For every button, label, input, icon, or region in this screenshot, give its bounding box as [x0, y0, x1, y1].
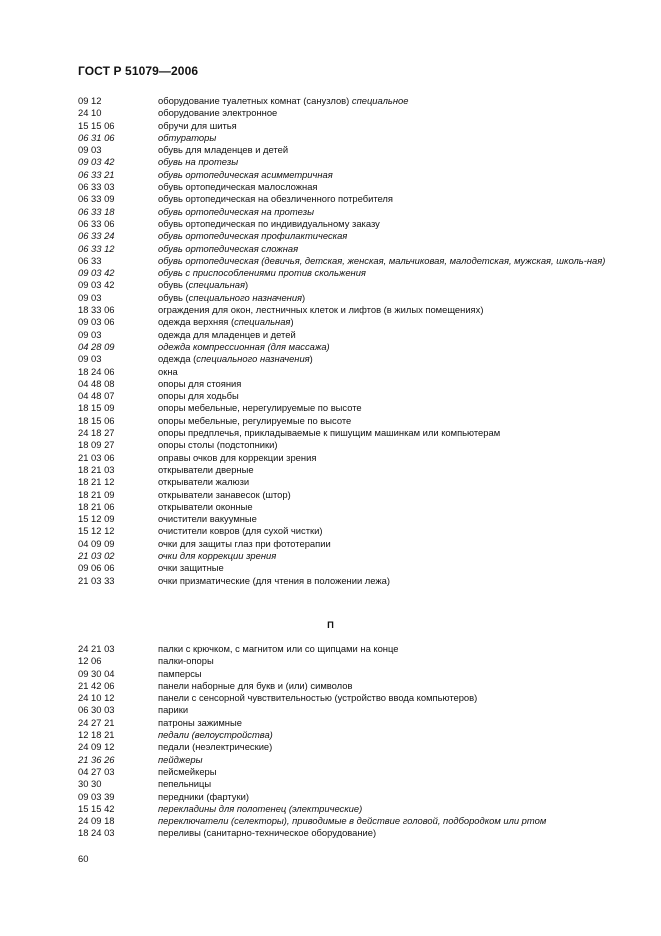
entry-term	[158, 415, 623, 427]
entry-code: 06 33 03	[78, 181, 115, 193]
entry-term	[158, 304, 623, 316]
index-entry	[78, 206, 623, 218]
entry-term-text: панели наборные для букв и (или) символов	[158, 679, 353, 691]
entry-term-text: панели с сенсорной чувствительностью (устройство ввода компьютеров)	[158, 692, 478, 704]
entry-code: 09 12	[78, 95, 102, 106]
entry-term-text: опоры мебельные, нерегулируемые по высоте	[158, 402, 362, 414]
index-list-o	[78, 95, 623, 587]
entry-term	[158, 218, 623, 230]
entry-term	[158, 815, 623, 827]
index-entry	[78, 415, 623, 427]
entry-code: 04 48 07	[78, 390, 115, 402]
entry-term	[158, 366, 623, 378]
entry-term	[158, 107, 623, 119]
entry-term-text: )	[309, 353, 313, 365]
entry-term	[158, 692, 623, 704]
index-entry	[78, 501, 623, 513]
entry-term	[158, 402, 623, 414]
entry-term	[158, 427, 623, 439]
entry-term	[158, 476, 623, 488]
index-entry	[78, 575, 623, 587]
index-entry	[78, 464, 623, 476]
entry-term	[158, 206, 623, 218]
entry-term-text: окна	[158, 365, 178, 377]
entry-term-text: специальная	[188, 279, 245, 291]
entry-term-text: )	[290, 316, 294, 328]
entry-term-text: обувь (	[158, 279, 189, 291]
document-header: ГОСТ Р 51079—2006	[78, 64, 199, 78]
entry-term	[158, 489, 623, 501]
entry-term-text: парики	[158, 704, 189, 716]
index-entry	[78, 427, 623, 439]
index-entry	[78, 680, 623, 692]
entry-term-text: очки защитные	[158, 562, 224, 574]
entry-code: 09 03	[78, 328, 102, 340]
entry-term-text: одежда для младенцев и детей	[158, 328, 296, 340]
entry-term-text: специальное	[351, 95, 409, 106]
entry-term-text: педали (неэлектрические)	[158, 741, 273, 753]
entry-term	[158, 680, 623, 692]
entry-code: 04 27 03	[78, 765, 115, 777]
entry-term-text: перекладины для полотенец (электрические)	[158, 802, 363, 814]
index-entry	[78, 778, 623, 790]
entry-code: 06 33 18	[78, 205, 115, 217]
index-entry	[78, 741, 623, 753]
entry-term	[158, 827, 623, 839]
entry-term-text: обувь ортопедическая сложная	[158, 242, 299, 254]
entry-code: 18 33 06	[78, 304, 115, 316]
entry-code: 21 42 06	[78, 679, 115, 691]
entry-code: 09 03 39	[78, 790, 115, 802]
entry-term	[158, 230, 623, 242]
entry-term-text: оправы очков для коррекции зрения	[158, 451, 317, 463]
entry-term-text: очки призматические (для чтения в положении лежа)	[158, 574, 390, 586]
entry-term-text: одежда компрессионная (для массажа)	[158, 340, 330, 352]
index-entry	[78, 439, 623, 451]
index-entry	[78, 95, 623, 107]
index-entry	[78, 316, 623, 328]
index-entry	[78, 156, 623, 168]
entry-term-text: специального назначения	[196, 353, 310, 365]
entry-term-text: опоры столы (подстопники)	[158, 439, 278, 451]
entry-code: 06 31 06	[78, 131, 115, 143]
entry-term	[158, 169, 623, 181]
index-entry	[78, 230, 623, 242]
entry-term	[158, 643, 623, 655]
entry-code: 04 09 09	[78, 537, 115, 549]
entry-term-text: ограждения для окон, лестничных клеток и лифтов (в жилых помещениях)	[158, 304, 484, 316]
entry-code: 18 15 06	[78, 414, 115, 426]
index-entry	[78, 655, 623, 667]
index-entry	[78, 803, 623, 815]
entry-code: 06 33 21	[78, 168, 115, 180]
index-entry	[78, 304, 623, 316]
index-entry	[78, 267, 623, 279]
index-entry	[78, 353, 623, 365]
entry-code: 09 03 06	[78, 316, 115, 328]
entry-code: 15 15 42	[78, 802, 115, 814]
entry-term-text: обувь ортопедическая профилактическая	[158, 230, 348, 242]
index-entry	[78, 390, 623, 402]
entry-term	[158, 575, 623, 587]
entry-term-text: обувь ортопедическая асимметричная	[158, 168, 333, 180]
entry-term	[158, 803, 623, 815]
entry-code: 06 30 03	[78, 704, 115, 716]
index-entry	[78, 169, 623, 181]
entry-term	[158, 439, 623, 451]
entry-term-text: пейджеры	[158, 753, 203, 765]
index-entry	[78, 704, 623, 716]
entry-term-text: очистители вакуумные	[158, 513, 257, 525]
entry-term	[158, 378, 623, 390]
entry-term	[158, 193, 623, 205]
entry-term-text: )	[302, 291, 306, 303]
entry-term	[158, 95, 623, 107]
index-entry	[78, 193, 623, 205]
entry-term-text: обувь ортопедическая по индивидуальному заказу	[158, 217, 380, 229]
entry-term	[158, 550, 623, 562]
index-entry	[78, 279, 623, 291]
entry-code: 24 21 03	[78, 643, 115, 654]
entry-code: 18 21 09	[78, 488, 115, 500]
index-entry	[78, 692, 623, 704]
index-entry	[78, 144, 623, 156]
index-entry	[78, 218, 623, 230]
index-entry	[78, 766, 623, 778]
entry-term-text: очки для коррекции зрения	[158, 549, 277, 561]
entry-code: 21 03 33	[78, 574, 115, 586]
entry-term-text: обувь ортопедическая малосложная	[158, 181, 318, 193]
entry-term-text: патроны зажимные	[158, 716, 242, 728]
entry-code: 06 33 12	[78, 242, 115, 254]
index-entry	[78, 243, 623, 255]
entry-term-text: пейсмейкеры	[158, 765, 217, 777]
entry-code: 12 06	[78, 655, 102, 667]
entry-term	[158, 181, 623, 193]
entry-code: 09 30 04	[78, 667, 115, 679]
entry-code: 24 27 21	[78, 716, 115, 728]
index-entry	[78, 329, 623, 341]
index-entry	[78, 476, 623, 488]
index-entry	[78, 815, 623, 827]
entry-term-text: обувь ортопедическая на обезличенного потребителя	[158, 193, 393, 205]
index-entry	[78, 341, 623, 353]
entry-term	[158, 316, 623, 328]
entry-code: 21 03 02	[78, 549, 115, 561]
entry-term	[158, 132, 623, 144]
entry-term-text: обувь для младенцев и детей	[158, 144, 289, 156]
entry-term-text: обувь ортопедическая (девичья, детская, женская, мальчиковая, малодетская, мужская, школь-ная)	[158, 254, 606, 266]
entry-term-text: палки с крючком, с магнитом или со щипцами на конце	[158, 643, 399, 654]
entry-term	[158, 655, 623, 667]
entry-code: 24 10	[78, 107, 102, 119]
entry-code: 09 03 42	[78, 156, 115, 168]
index-entry	[78, 402, 623, 414]
entry-term	[158, 452, 623, 464]
entry-term	[158, 562, 623, 574]
index-entry	[78, 513, 623, 525]
entry-code: 30 30	[78, 778, 102, 790]
entry-code: 12 18 21	[78, 729, 115, 741]
entry-term	[158, 766, 623, 778]
entry-term-text: специальная	[234, 316, 291, 328]
entry-term	[158, 292, 623, 304]
entry-code: 18 24 03	[78, 827, 115, 839]
entry-term-text: переливы (санитарно-техническое оборудование)	[158, 827, 377, 839]
entry-code: 06 33	[78, 254, 102, 266]
entry-term-text: очки для защиты глаз при фототерапии	[158, 537, 331, 549]
entry-term-text: открыватели дверные	[158, 463, 254, 475]
entry-code: 21 03 06	[78, 451, 115, 463]
entry-term-text: обручи для шитья	[158, 119, 237, 131]
index-entry	[78, 525, 623, 537]
entry-code: 18 24 06	[78, 365, 115, 377]
entry-term-text: переключатели (селекторы), приводимые в действие головой, подбородком или ртом	[158, 815, 547, 827]
entry-term-text: открыватели жалюзи	[158, 476, 250, 488]
entry-term	[158, 390, 623, 402]
index-entry	[78, 827, 623, 839]
entry-term	[158, 144, 623, 156]
entry-code: 24 10 12	[78, 692, 115, 704]
entry-term	[158, 120, 623, 132]
entry-term-text: обтураторы	[158, 131, 217, 143]
entry-term	[158, 329, 623, 341]
entry-term-text: памперсы	[158, 667, 202, 679]
entry-code: 18 21 06	[78, 500, 115, 512]
entry-term-text: обувь ортопедическая на протезы	[158, 205, 315, 217]
entry-term	[158, 156, 623, 168]
index-entry	[78, 791, 623, 803]
entry-code: 24 09 12	[78, 741, 115, 753]
index-entry	[78, 668, 623, 680]
entry-term	[158, 513, 623, 525]
entry-code: 18 21 12	[78, 476, 115, 488]
entry-term-text: обувь (	[158, 291, 189, 303]
entry-term-text: оборудование электронное	[158, 107, 278, 119]
entry-term-text: пепельницы	[158, 778, 212, 790]
entry-code: 15 12 12	[78, 525, 115, 537]
index-entry	[78, 729, 623, 741]
entry-code: 15 15 06	[78, 119, 115, 131]
index-entry	[78, 643, 623, 655]
entry-term	[158, 668, 623, 680]
entry-term-text: педали (велоустройства)	[158, 729, 273, 741]
entry-term-text: )	[245, 279, 249, 291]
entry-term-text: очистители ковров (для сухой чистки)	[158, 525, 323, 537]
entry-code: 04 28 09	[78, 340, 115, 352]
entry-code: 09 03	[78, 353, 102, 365]
entry-term-text: опоры предплечья, прикладываемые к пишущим машинкам или компьютерам	[158, 427, 501, 439]
entry-term-text: открыватели занавесок (штор)	[158, 488, 291, 500]
entry-term	[158, 729, 623, 741]
index-entry	[78, 181, 623, 193]
section-heading: П	[327, 619, 334, 630]
index-entry	[78, 292, 623, 304]
entry-term	[158, 464, 623, 476]
entry-code: 18 21 03	[78, 463, 115, 475]
entry-term-text: специального назначения	[188, 291, 303, 303]
entry-term-text: оборудование туалетных комнат (санузлов)	[158, 95, 352, 106]
entry-code: 06 33 06	[78, 217, 115, 229]
entry-term	[158, 778, 623, 790]
entry-term-text: обувь с приспособлениями против скольжения	[158, 267, 366, 279]
index-list-p	[78, 643, 623, 840]
entry-term	[158, 353, 623, 365]
entry-code: 09 03	[78, 291, 102, 303]
index-entry	[78, 366, 623, 378]
entry-term	[158, 754, 623, 766]
entry-term	[158, 501, 623, 513]
index-entry	[78, 562, 623, 574]
entry-term-text: опоры для ходьбы	[158, 390, 239, 402]
entry-term	[158, 267, 623, 279]
entry-code: 24 09 18	[78, 815, 115, 827]
entry-term-text: одежда (	[158, 353, 197, 365]
page-number: 60	[78, 853, 89, 864]
entry-code: 09 06 06	[78, 562, 115, 574]
index-entry	[78, 489, 623, 501]
entry-term-text: опоры для стояния	[158, 377, 242, 389]
index-entry	[78, 132, 623, 144]
entry-term-text: одежда верхняя (	[158, 316, 235, 328]
entry-term	[158, 538, 623, 550]
entry-term	[158, 525, 623, 537]
entry-code: 04 48 08	[78, 377, 115, 389]
entry-term	[158, 791, 623, 803]
index-entry	[78, 107, 623, 119]
entry-term	[158, 279, 623, 291]
index-entry	[78, 538, 623, 550]
entry-code: 18 15 09	[78, 402, 115, 414]
entry-code: 06 33 24	[78, 230, 115, 242]
entry-code: 06 33 09	[78, 193, 115, 205]
entry-code: 09 03 42	[78, 279, 115, 291]
entry-term-text: опоры мебельные, регулируемые по высоте	[158, 414, 352, 426]
entry-term	[158, 704, 623, 716]
index-entry	[78, 717, 623, 729]
entry-term	[158, 243, 623, 255]
index-entry	[78, 120, 623, 132]
index-entry	[78, 378, 623, 390]
entry-term	[158, 717, 623, 729]
entry-term-text: открыватели оконные	[158, 500, 253, 512]
index-entry	[78, 754, 623, 766]
index-entry	[78, 452, 623, 464]
entry-term	[158, 255, 623, 267]
entry-term	[158, 741, 623, 753]
entry-term-text: палки-опоры	[158, 655, 214, 667]
entry-code: 21 36 26	[78, 753, 115, 765]
entry-code: 18 09 27	[78, 439, 115, 451]
entry-term	[158, 341, 623, 353]
entry-term-text: обувь на протезы	[158, 156, 239, 168]
entry-code: 09 03 42	[78, 267, 115, 279]
entry-term-text: передники (фартуки)	[158, 790, 249, 802]
index-entry	[78, 550, 623, 562]
entry-code: 24 18 27	[78, 427, 115, 439]
index-entry	[78, 255, 623, 267]
entry-code: 15 12 09	[78, 513, 115, 525]
entry-code: 09 03	[78, 144, 102, 156]
